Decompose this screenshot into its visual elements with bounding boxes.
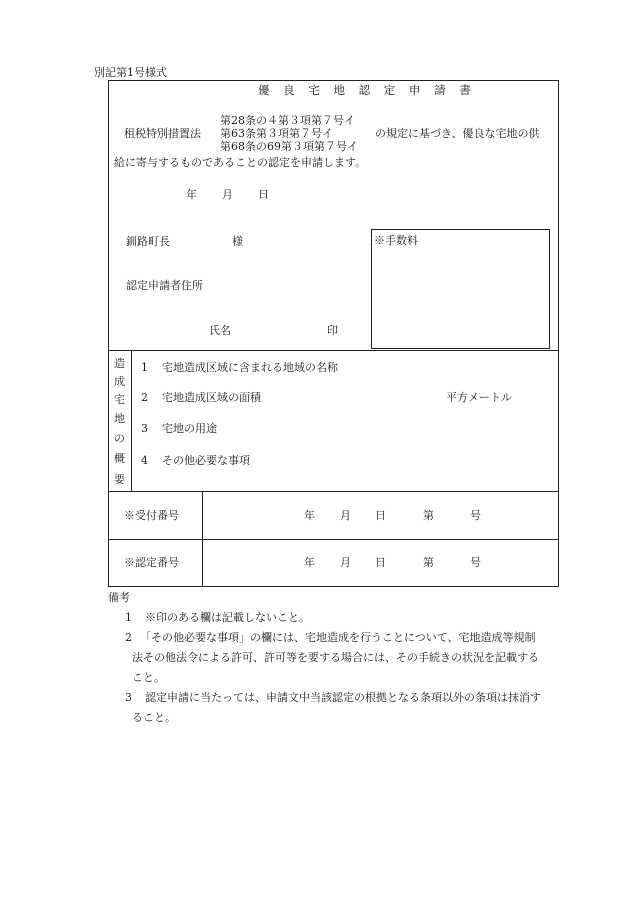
overview-item-number: 4 [141, 454, 148, 467]
article-line-3: 第68条の69第３項第７号イ [220, 140, 358, 153]
reception-number-label: ※受付番号 [124, 509, 179, 522]
overview-heading-char: 成 [114, 375, 125, 388]
overview-item-text: 宅地の用途 [162, 422, 217, 435]
reception-month: 月 [340, 509, 351, 522]
overview-heading-char: 造 [114, 357, 125, 370]
remark-line: ※印のある欄は記載しないこと。 [145, 611, 310, 624]
reception-go: 号 [470, 509, 481, 522]
remarks-label: 備考 [108, 591, 130, 604]
remark-line: 認定申請に当たっては、申請文中当該認定の根拠となる条項以外の条項は抹消す [145, 691, 541, 704]
overview-item-text: 宅地造成区域の面積 [162, 391, 261, 404]
fee-label: ※手数料 [374, 234, 418, 247]
basis-text-1: の規定に基づき、優良な宅地の供 [375, 127, 540, 140]
remark-line: こと。 [132, 671, 165, 684]
name-label: 氏名 [209, 324, 231, 337]
honorific: 様 [232, 235, 243, 248]
area-unit-label: 平方メートル [446, 391, 512, 404]
number-label-divider [202, 491, 203, 587]
remark-number: 3 [125, 691, 132, 704]
overview-item-text: その他必要な事項 [162, 454, 250, 467]
basis-text-2: 給に寄与するものであることの認定を申請します。 [114, 156, 367, 169]
overview-heading-divider [131, 350, 132, 491]
date-day-label: 日 [258, 188, 269, 201]
addressee: 釧路町長 [126, 235, 170, 248]
remark-number: 1 [125, 611, 132, 624]
overview-heading-char: 宅 [114, 393, 125, 406]
certification-go: 号 [470, 556, 481, 569]
remark-number: 2 [125, 631, 132, 644]
remark-line: 「その他必要な事項」の欄には、宅地造成を行うことについて、宅地造成等規制 [140, 631, 536, 644]
fee-box [371, 229, 550, 349]
certification-number-label: ※認定番号 [124, 556, 179, 569]
overview-item-number: 2 [141, 391, 148, 404]
overview-top-rule [108, 350, 559, 351]
overview-heading-char: 概 [114, 452, 125, 465]
reception-top-rule [108, 491, 559, 492]
certification-day: 日 [375, 556, 386, 569]
applicant-address-label: 認定申請者住所 [126, 279, 203, 292]
certification-year: 年 [304, 556, 315, 569]
overview-heading-char: 地 [114, 412, 125, 425]
reception-dai: 第 [423, 509, 434, 522]
overview-heading-char: の [114, 432, 125, 445]
certification-month: 月 [340, 556, 351, 569]
form-title: 優 良 宅 地 認 定 申 請 書 [258, 83, 476, 97]
date-year-label: 年 [186, 188, 197, 201]
seal-label: 印 [327, 324, 338, 337]
date-month-label: 月 [222, 188, 233, 201]
article-line-2: 第63条第３項第７号イ [220, 127, 333, 140]
remark-line: 法その他法令による許可、許可等を要する場合には、その手続きの状況を記載する [132, 651, 539, 664]
overview-heading-char: 要 [114, 473, 125, 486]
law-name: 租税特別措置法 [124, 127, 201, 140]
certification-top-rule [108, 539, 559, 540]
remark-line: ること。 [132, 711, 176, 724]
article-line-1: 第28条の４第３項第７号イ [220, 114, 355, 127]
overview-item-number: 1 [141, 361, 148, 374]
reception-day: 日 [375, 509, 386, 522]
overview-item-text: 宅地造成区域に含まれる地域の名称 [162, 361, 338, 374]
certification-dai: 第 [423, 556, 434, 569]
reception-year: 年 [304, 509, 315, 522]
form-number-label: 別記第1号様式 [94, 66, 167, 79]
overview-item-number: 3 [141, 422, 148, 435]
